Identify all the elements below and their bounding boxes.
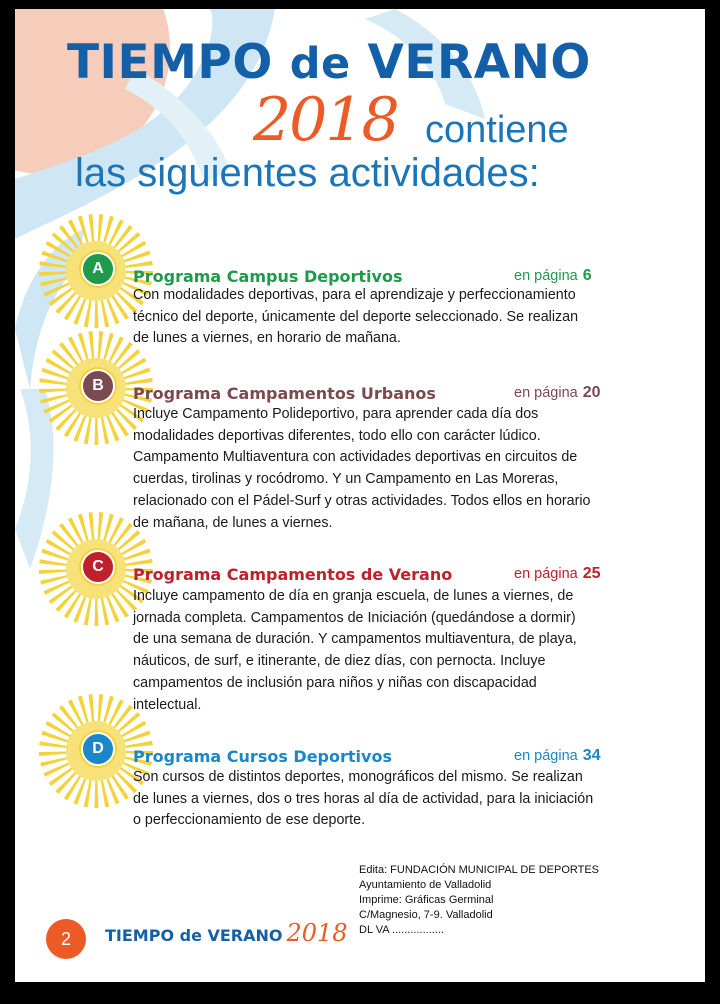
section-c-page-ref — [514, 565, 601, 583]
section-d-text: Son cursos de distintos deportes, monográficos del mismo. Se realizan de lunes a viernes, dos o tres horas al día de actividad, para la iniciación o perfeccionamiento de ese deporte. — [133, 769, 594, 829]
section-a-title: Programa Campus Deportivos — [133, 267, 403, 286]
credits-line: C/Magnesio, 7-9. Valladolid — [359, 909, 493, 921]
page-number: 25 — [582, 565, 601, 582]
page-label: en página — [514, 385, 578, 401]
title-year: 2018 — [253, 85, 398, 155]
badge-b: B — [81, 369, 115, 403]
page-number: 6 — [582, 267, 592, 284]
section-a-text: Con modalidades deportivas, para el aprendizaje y perfeccionamiento técnico del deporte, únicamente del deporte seleccionado. Se realizan de lunes a viernes, en horario de mañana. — [133, 287, 579, 347]
page-number-badge: 2 — [46, 919, 86, 959]
section-d-title: Programa Cursos Deportivos — [133, 747, 392, 766]
section-b-title: Programa Campamentos Urbanos — [133, 384, 436, 403]
credits-line: DL VA ................. — [359, 924, 444, 936]
title-verano: VERANO — [367, 35, 591, 90]
footer-title-text: TIEMPO de VERANO — [105, 926, 283, 945]
badge-a: A — [81, 252, 115, 286]
footer-year: 2018 — [286, 919, 348, 947]
main-title — [67, 35, 591, 90]
subtitle: las siguientes actividades: — [75, 151, 540, 195]
badge-c: C — [81, 550, 115, 584]
section-a-page-ref — [514, 267, 592, 285]
section-d-page-ref — [514, 747, 601, 765]
credits-line: Edita: FUNDACIÓN MUNICIPAL DE DEPORTES — [359, 864, 600, 876]
credits-line: Imprime: Gráficas Germinal — [359, 894, 494, 906]
page-number: 20 — [582, 384, 601, 401]
title-contiene: contiene — [425, 109, 569, 151]
credits — [359, 863, 599, 938]
title-tiempo: TIEMPO — [67, 35, 273, 90]
page-label: en página — [514, 748, 578, 764]
page — [15, 9, 705, 982]
title-de: de — [289, 39, 351, 89]
section-c-title: Programa Campamentos de Verano — [133, 565, 453, 584]
page-number: 34 — [582, 747, 601, 764]
section-b-page-ref — [514, 384, 601, 402]
section-c-text: Incluye campamento de día en granja escuela, de lunes a viernes, de jornada completa. Campamentos de Iniciación (quedándose a dormir) de una semana de duración. Y campamentos multiaventura, de playa, náuticos, de surf, e itinerante, de diez días, con pernocta. Incluye campamentos de inclusión para niños y niñas con discapacidad intelectual. — [133, 588, 577, 713]
page-label: en página — [514, 268, 578, 284]
page-label: en página — [514, 566, 578, 582]
section-b-text: Incluye Campamento Polideportivo, para aprender cada día dos modalidades deportivas diferentes, todo ello con carácter lúdico. Campamento Multiaventura con actividades deportivas en circuitos de cuerdas, tirolinas y rocódromo. Y un Campamento en Las Moreras, relacionado con el Pádel-Surf y otras actividades. Todos ellos en horario de mañana, de lunes a viernes. — [133, 406, 591, 531]
badge-d: D — [81, 732, 115, 766]
footer-title — [105, 919, 348, 947]
credits-line: Ayuntamiento de Valladolid — [359, 879, 492, 891]
